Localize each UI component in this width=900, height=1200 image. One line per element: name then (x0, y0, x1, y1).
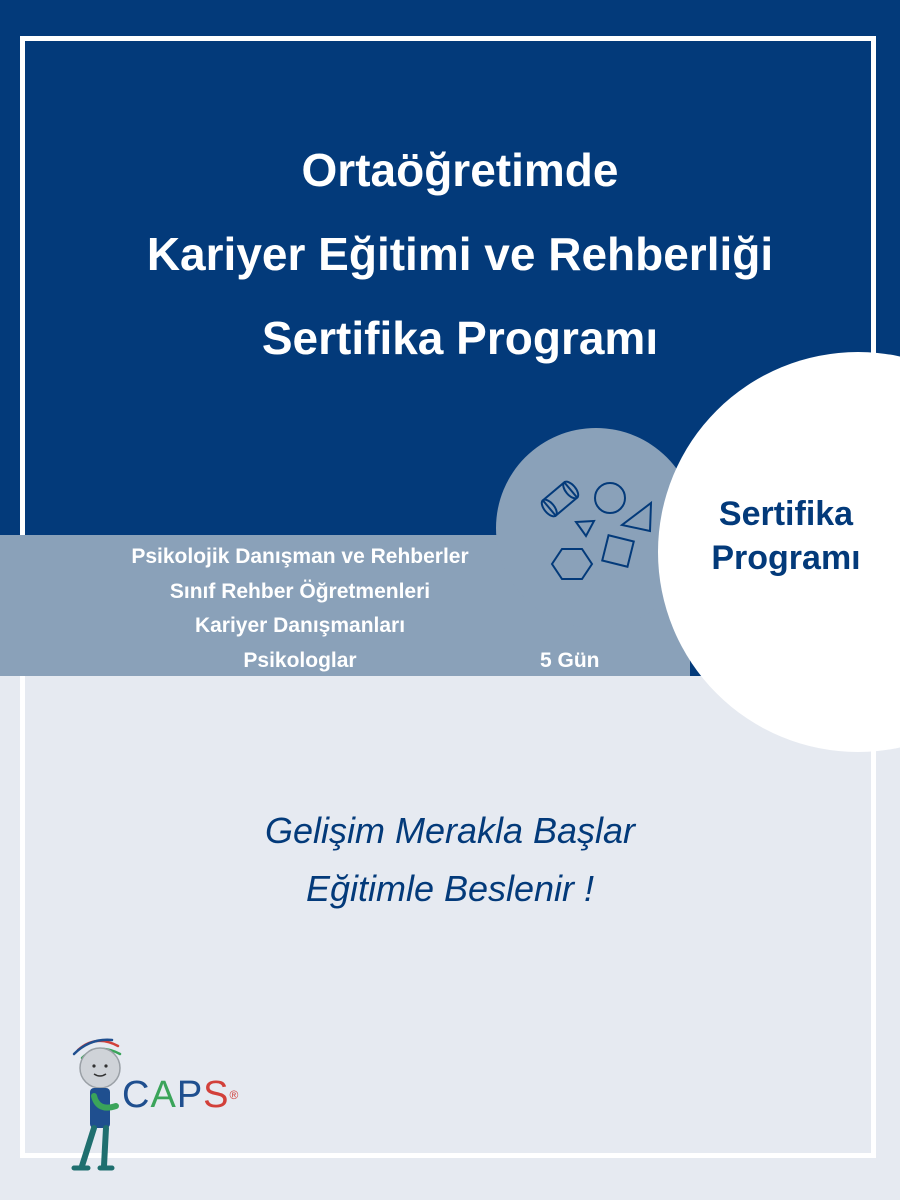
audience-item: Psikologlar (243, 648, 357, 672)
logo-letter-s: S (203, 1074, 230, 1116)
page-title (0, 128, 900, 380)
hexagon-icon (552, 549, 592, 579)
title-line-2: Kariyer Eğitimi ve Rehberliği (146, 228, 774, 280)
slogan (0, 802, 900, 918)
audience-item: Kariyer Danışmanları (194, 614, 406, 637)
triangle-icon (622, 503, 651, 531)
audience-item: Psikolojik Danışman ve Rehberler (131, 545, 469, 568)
registered-mark: ® (229, 1088, 240, 1102)
badge-line-2: Programı (711, 539, 861, 577)
small-triangle-icon (576, 521, 594, 536)
caps-logo-text (122, 1070, 239, 1120)
program-duration: 5 Gün (540, 649, 600, 672)
slogan-line-2: Eğitimle Beslenir ! (305, 868, 595, 909)
circle-icon (595, 483, 625, 513)
square-icon (602, 535, 634, 567)
logo-letter-p: P (176, 1074, 204, 1116)
slogan-line-1: Gelişim Merakla Başlar (264, 810, 636, 851)
target-audience-list (60, 540, 540, 678)
logo-letter-c: C (122, 1074, 151, 1116)
title-line-3: Sertifika Programı (261, 312, 659, 364)
certificate-badge (700, 492, 872, 580)
title-line-1: Ortaöğretimde (301, 144, 619, 196)
cylinder-icon (539, 479, 581, 519)
audience-item: Sınıf Rehber Öğretmenleri (169, 579, 431, 603)
logo-letter-a: A (150, 1074, 177, 1116)
badge-line-1: Sertifika (718, 495, 854, 533)
